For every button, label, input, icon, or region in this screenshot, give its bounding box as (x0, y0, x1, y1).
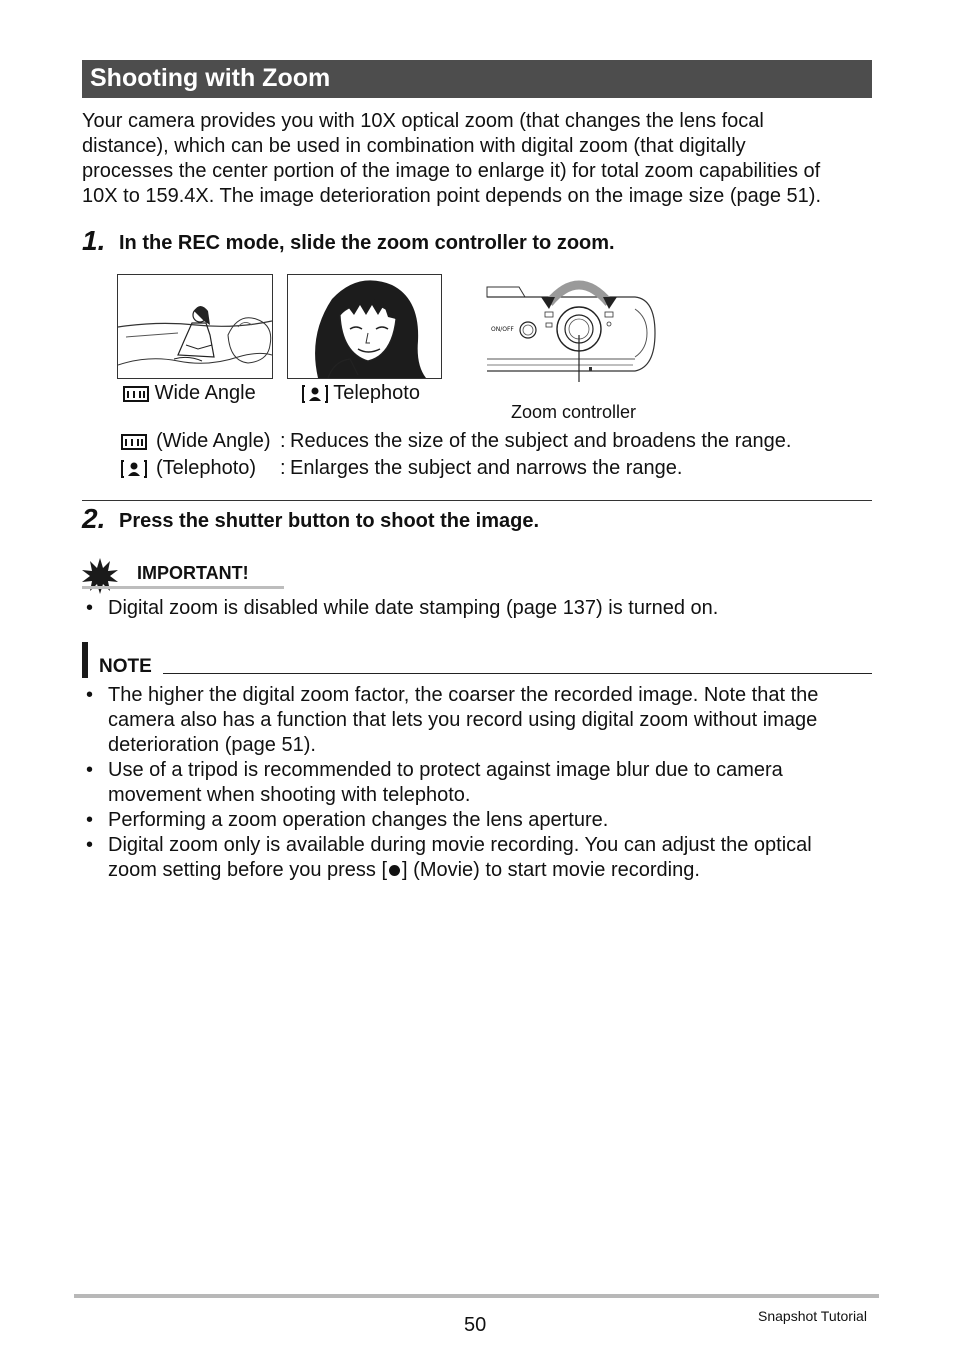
definition-wide-icon (121, 430, 147, 453)
bullet-dot: • (86, 834, 94, 856)
note-list-item (86, 758, 876, 808)
bullet-dot: • (86, 809, 94, 831)
wide-angle-caption (123, 382, 256, 405)
page-number: 50 (464, 1314, 487, 1336)
note-item-line: camera also has a function that lets you record using digital zoom without image (108, 709, 818, 731)
note-item-fragment: ] (Movie) to start movie recording. (402, 859, 700, 881)
definition-wide-desc: Reduces the size of the subject and broadens the range. (290, 430, 792, 452)
section-title: Shooting with Zoom (90, 64, 331, 92)
note-rule (163, 673, 872, 674)
note-item-line (108, 858, 868, 883)
telephoto-label: Telephoto (333, 382, 420, 404)
note-list-item (86, 683, 876, 758)
bullet-dot: • (86, 597, 94, 619)
note-item-line: Digital zoom only is available during movie recording. You can adjust the optical (108, 834, 812, 856)
step-2-number: 2. (82, 503, 106, 534)
on-off-label: ON/OFF (491, 326, 514, 333)
telephoto-icon (121, 460, 147, 478)
intro-line: distance), which can be used in combination with digital zoom (that digitally (82, 135, 746, 157)
intro-line: 10X to 159.4X. The image deterioration point depends on the image size (page 51). (82, 185, 822, 207)
note-item-fragment: zoom setting before you press [ (108, 859, 388, 881)
camera-zoom-illustration (485, 267, 660, 382)
definition-colon: : (280, 430, 286, 452)
note-item-line: Use of a tripod is recommended to protect against image blur due to camera (108, 759, 783, 781)
note-item-line: The higher the digital zoom factor, the coarser the recorded image. Note that the (108, 684, 819, 706)
telephoto-icon (302, 385, 328, 403)
definition-tele-icon (121, 457, 147, 480)
telephoto-illustration (287, 274, 442, 379)
step-1-text: In the REC mode, slide the zoom controller to zoom. (119, 232, 615, 254)
intro-paragraph (82, 109, 882, 209)
tele-scene-drawing (288, 275, 441, 378)
wide-angle-illustration (117, 274, 273, 379)
important-label: IMPORTANT! (137, 563, 249, 583)
step-2-text: Press the shutter button to shoot the image. (119, 510, 540, 532)
note-list-item (86, 808, 876, 833)
note-item-line: Performing a zoom operation changes the lens aperture. (108, 809, 609, 831)
telephoto-caption (302, 382, 420, 405)
note-item-line: deterioration (page 51). (108, 734, 316, 756)
intro-line: Your camera provides you with 10X optical zoom (that changes the lens focal (82, 110, 764, 132)
zoom-controller-label: Zoom controller (511, 402, 637, 422)
footer-title: Snapshot Tutorial (758, 1308, 867, 1324)
note-bar (82, 642, 88, 678)
footer-rule (74, 1294, 879, 1298)
definition-wide-term: (Wide Angle) (156, 430, 271, 452)
section-header-bar (82, 60, 872, 98)
important-list-item (86, 596, 876, 621)
wide-angle-icon (121, 434, 147, 450)
definition-tele-desc: Enlarges the subject and narrows the range. (290, 457, 683, 479)
movie-record-icon (389, 865, 400, 876)
important-item-text: Digital zoom is disabled while date stamping (page 137) is turned on. (108, 597, 719, 619)
bullet-dot: • (86, 684, 94, 706)
camera-top-drawing (485, 267, 660, 382)
note-item-line: movement when shooting with telephoto. (108, 784, 471, 806)
important-underline (82, 586, 284, 589)
definition-tele-term: (Telephoto) (156, 457, 257, 479)
step-1-number: 1. (82, 225, 106, 256)
intro-line: processes the center portion of the image to enlarge it) for total zoom capabilities of (82, 160, 821, 182)
wide-angle-label: Wide Angle (154, 382, 256, 404)
step-divider (82, 500, 872, 501)
bullet-dot: • (86, 759, 94, 781)
wide-scene-drawing (118, 275, 272, 378)
note-list-item (86, 833, 876, 883)
wide-angle-icon (123, 386, 149, 402)
definition-colon: : (280, 457, 286, 479)
note-label: NOTE (99, 656, 152, 677)
